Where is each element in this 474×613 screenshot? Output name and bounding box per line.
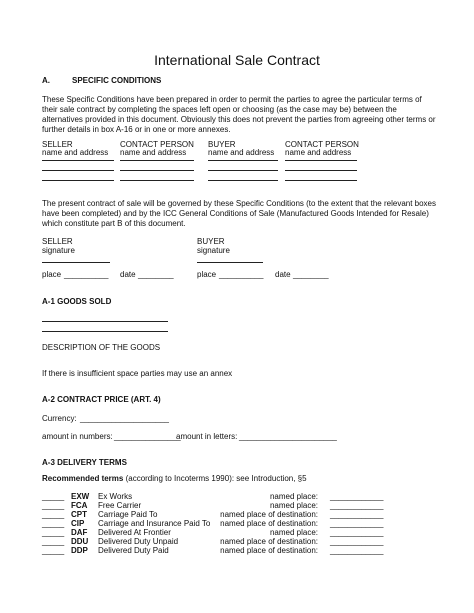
term-code: FCA (71, 501, 88, 510)
seller-party-title: SELLER (42, 140, 73, 149)
term-select-blank[interactable]: _____ (42, 501, 65, 510)
seller-contact-title: CONTACT PERSON (120, 140, 194, 149)
buyer-party-sub: name and address (208, 148, 275, 157)
term-place-label: named place of destination: (220, 519, 318, 528)
term-select-blank[interactable]: _____ (42, 519, 65, 528)
a1-heading: A-1 GOODS SOLD (42, 297, 112, 306)
buyer-contact-sub: name and address (285, 148, 352, 157)
amount-numbers-field[interactable]: _______________ (114, 432, 181, 441)
seller-place-field[interactable]: __________ (64, 270, 109, 279)
term-place-label: named place of destination: (220, 546, 318, 555)
annex-note: If there is insufficient space parties may use an annex (42, 369, 233, 378)
term-place-field[interactable]: ____________ (330, 519, 384, 528)
buyer-line-2[interactable] (208, 170, 278, 171)
buyer-date-field[interactable]: ________ (293, 270, 329, 279)
seller-contact-line-1[interactable] (120, 160, 194, 161)
section-a-number: A. (42, 76, 50, 85)
term-description: Delivered Duty Unpaid (98, 537, 179, 546)
currency-label: Currency: (42, 414, 77, 423)
buyer-line-1[interactable] (208, 160, 278, 161)
seller-contact-line-3[interactable] (120, 180, 194, 181)
amount-numbers-label: amount in numbers: (42, 432, 113, 441)
buyer-contact-line-1[interactable] (285, 160, 357, 161)
term-code: CIP (71, 519, 85, 528)
goods-line-2[interactable] (42, 331, 168, 332)
buyer-contact-line-3[interactable] (285, 180, 357, 181)
term-description: Carriage and Insurance Paid To (98, 519, 211, 528)
term-place-field[interactable]: ____________ (330, 546, 384, 555)
document-title: International Sale Contract (154, 52, 320, 68)
term-place-field[interactable]: ____________ (330, 528, 384, 537)
currency-field[interactable]: ____________________ (80, 414, 169, 423)
term-description: Delivered At Frontier (98, 528, 171, 537)
term-description: Free Carrier (98, 501, 142, 510)
seller-date-label: date (120, 270, 136, 279)
seller-place-label: place (42, 270, 62, 279)
term-place-field[interactable]: ____________ (330, 492, 384, 501)
seller-signature-line[interactable] (42, 262, 110, 263)
amount-letters-field[interactable]: ______________________ (239, 432, 337, 441)
term-place-field[interactable]: ____________ (330, 537, 384, 546)
term-code: DDU (71, 537, 89, 546)
recommended-terms-note: (according to Incoterms 1990): see Introduction, §5 (123, 474, 307, 483)
buyer-date-label: date (275, 270, 291, 279)
recommended-terms-line (42, 474, 307, 484)
signature-buyer-label: BUYER (197, 237, 225, 246)
term-place-field[interactable]: ____________ (330, 510, 384, 519)
buyer-place-label: place (197, 270, 217, 279)
seller-party-sub: name and address (42, 148, 109, 157)
term-code: DDP (71, 546, 88, 555)
term-select-blank[interactable]: _____ (42, 537, 65, 546)
a2-heading: A-2 CONTRACT PRICE (ART. 4) (42, 395, 161, 404)
seller-contact-line-2[interactable] (120, 170, 194, 171)
seller-line-1[interactable] (42, 160, 114, 161)
goods-description-label: DESCRIPTION OF THE GOODS (42, 343, 161, 352)
seller-date-field[interactable]: ________ (138, 270, 174, 279)
buyer-party-title: BUYER (208, 140, 236, 149)
term-code: EXW (71, 492, 90, 501)
intro-paragraph: These Specific Conditions have been prepared in order to permit the parties to agree the particular terms of their sale contract by completing the spaces left open or choosing (as the case may be) between the alternatives provided in this document. Obviously this does not prevent the parties from agreeing other terms or further details in box A-16 or in one or more annexes. (42, 95, 436, 134)
buyer-line-3[interactable] (208, 180, 278, 181)
term-place-field[interactable]: ____________ (330, 501, 384, 510)
term-place-label: named place of destination: (220, 510, 318, 519)
term-code: CPT (71, 510, 87, 519)
term-description: Delivered Duty Paid (98, 546, 169, 555)
term-code: DAF (71, 528, 88, 537)
goods-line-1[interactable] (42, 321, 168, 322)
seller-line-2[interactable] (42, 170, 114, 171)
term-description: Carriage Paid To (98, 510, 158, 519)
buyer-signature-line[interactable] (197, 262, 263, 263)
signature-buyer-sub: signature (197, 246, 230, 255)
term-select-blank[interactable]: _____ (42, 492, 65, 501)
term-place-label: named place of destination: (220, 537, 318, 546)
term-select-blank[interactable]: _____ (42, 510, 65, 519)
governing-paragraph: The present contract of sale will be governed by these Specific Conditions (to the extent that the relevant boxes have been completed) and by the ICC General Conditions of Sale (Manufactured Goods Intended for Resale) which constitute part B of this document. (42, 199, 437, 228)
term-select-blank[interactable]: _____ (42, 546, 65, 555)
buyer-place-field[interactable]: __________ (219, 270, 264, 279)
a3-heading: A-3 DELIVERY TERMS (42, 458, 127, 467)
section-a-heading: SPECIFIC CONDITIONS (72, 76, 162, 85)
term-select-blank[interactable]: _____ (42, 528, 65, 537)
recommended-terms-label: Recommended terms (42, 474, 124, 483)
signature-seller-sub: signature (42, 246, 75, 255)
seller-contact-sub: name and address (120, 148, 187, 157)
signature-seller-label: SELLER (42, 237, 73, 246)
buyer-contact-line-2[interactable] (285, 170, 357, 171)
seller-line-3[interactable] (42, 180, 114, 181)
amount-letters-label: amount in letters: (176, 432, 238, 441)
term-description: Ex Works (98, 492, 133, 501)
term-place-label: named place: (269, 492, 318, 501)
term-place-label: named place: (269, 501, 318, 510)
term-place-label: named place: (269, 528, 318, 537)
buyer-contact-title: CONTACT PERSON (285, 140, 359, 149)
